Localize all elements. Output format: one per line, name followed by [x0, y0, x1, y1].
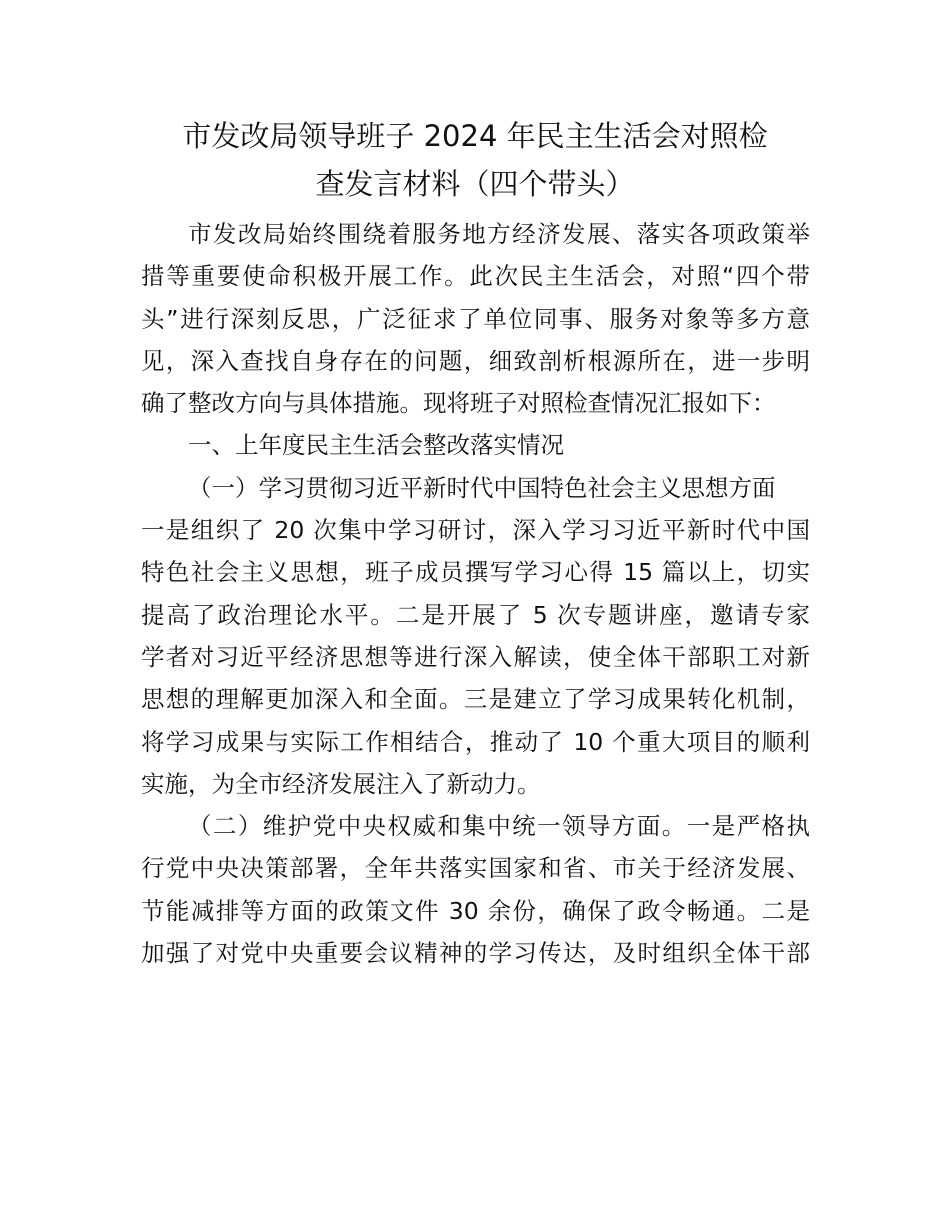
text-line: 行党中央决策部署，全年共落实国家和省、市关于经济发展、 — [141, 854, 810, 883]
text-line: 学者对习近平经济思想等进行深入解读，使全体干部职工对新 — [141, 642, 810, 671]
text-line: 一是组织了 20 次集中学习研讨，深入学习习近平新时代中国 — [141, 516, 810, 545]
text-line: 特色社会主义思想，班子成员撰写学习心得 15 篇以上，切实 — [141, 558, 810, 587]
text-line: 提高了政治理论水平。二是开展了 5 次专题讲座，邀请专家 — [141, 600, 810, 629]
text-line: 头”进行深刻反思，广泛征求了单位同事、服务对象等多方意 — [141, 304, 810, 333]
text-line: 确了整改方向与具体措施。现将班子对照检查情况汇报如下： — [141, 389, 776, 418]
text-line: 实施，为全市经济发展注入了新动力。 — [141, 769, 541, 798]
text-line: 市发改局始终围绕着服务地方经济发展、落实各项政策举 — [188, 220, 810, 248]
text-line: 措等重要使命积极开展工作。此次民主生活会，对照“四个带 — [141, 262, 810, 291]
text-line: 节能减排等方面的政策文件 30 余份，确保了政令畅通。二是 — [141, 896, 810, 925]
title-line-2: 查发言材料（四个带头） — [315, 167, 635, 201]
text-line: 加强了对党中央重要会议精神的学习传达，及时组织全体干部 — [141, 939, 810, 968]
text-line: （二）维护党中央权威和集中统一领导方面。一是严格执 — [188, 812, 810, 841]
document-body — [141, 213, 810, 974]
title-line-1: 市发改局领导班子 2024 年民主生活会对照检 — [182, 119, 768, 153]
intro-paragraph — [141, 213, 810, 424]
subsection-two-paragraph — [141, 805, 810, 974]
subsection-heading: （一）学习贯彻习近平新时代中国特色社会主义思想方面 — [188, 473, 776, 502]
section-heading — [141, 424, 810, 466]
document-title — [140, 112, 810, 208]
section-heading-text: 一、上年度民主生活会整改落实情况 — [188, 431, 564, 460]
text-line: 思想的理解更加深入和全面。三是建立了学习成果转化机制， — [141, 685, 810, 714]
subsection-one-paragraph — [141, 467, 810, 805]
text-line: 见，深入查找自身存在的问题，细致剖析根源所在，进一步明 — [141, 346, 810, 375]
text-line: 将学习成果与实际工作相结合，推动了 10 个重大项目的顺利 — [141, 727, 810, 756]
